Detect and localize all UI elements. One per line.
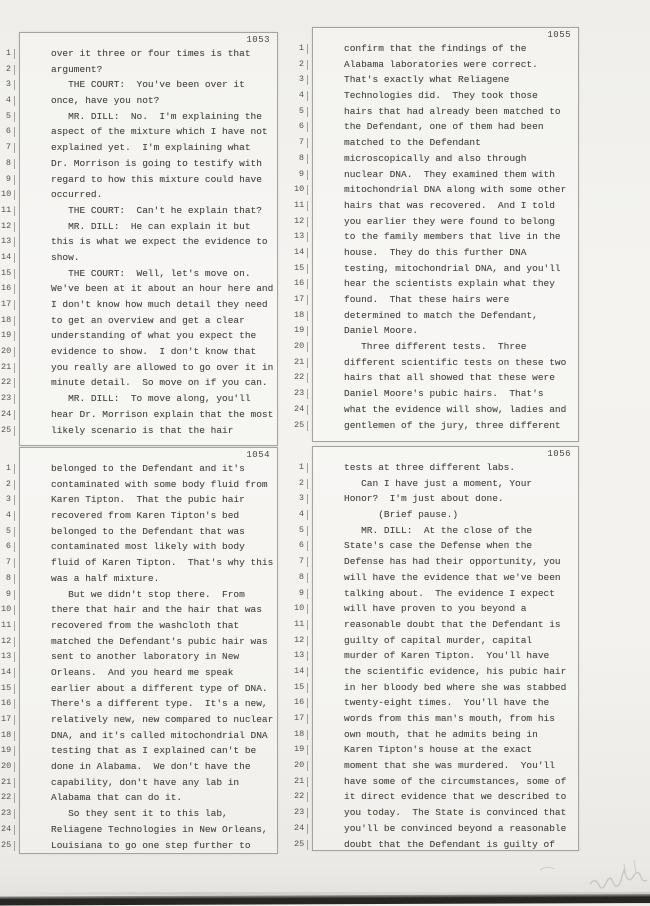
line-number: 5 (294, 104, 308, 120)
transcript-line: done in Alabama. We don't have the (51, 761, 251, 773)
line-number: 17 (1, 712, 15, 728)
transcript-line: was a half mixture. (51, 572, 160, 584)
transcript-line: belonged to the Defendant and it's (51, 463, 245, 474)
transcript-line: Three different tests. Three (344, 341, 527, 353)
transcript-page-1054 (1, 447, 278, 854)
line-number: 14 (1, 250, 15, 266)
transcript-text (20, 33, 277, 438)
line-number: 18 (1, 313, 15, 329)
transcript-line: MR. DILL: At the close of the (344, 524, 533, 536)
line-number: 19 (294, 323, 308, 339)
line-number: 11 (1, 618, 15, 634)
transcript-line: microscopically and also through (344, 152, 527, 164)
line-number: 8 (1, 156, 15, 172)
transcript-line: determined to match the Defendant, (344, 309, 538, 321)
line-number: 5 (294, 523, 308, 539)
page-box (312, 27, 579, 442)
transcript-line: contaminated with some body fluid from (51, 478, 268, 490)
transcript-line: regard to how this mixture could have (51, 173, 262, 185)
line-number: 19 (1, 743, 15, 759)
transcript-line: twenty-eight times. You'll have the (344, 697, 550, 709)
line-number: 2 (294, 476, 308, 492)
transcript-page-1056 (294, 446, 579, 851)
transcript-line: Louisiana to go one step further to (51, 839, 251, 851)
transcript-line: Honor? I'm just about done. (344, 493, 504, 505)
transcript-line: THE COURT: Well, let's move on. (51, 267, 251, 279)
line-number: 12 (294, 633, 308, 649)
line-number: 21 (294, 774, 308, 790)
transcript-line: what the evidence will show, ladies and (344, 403, 567, 415)
line-number: 10 (1, 602, 15, 618)
line-number: 8 (294, 151, 308, 167)
transcript-line: the scientific evidence, his pubic hair (344, 665, 567, 677)
transcript-line: We've been at it about an hour here and (51, 283, 274, 295)
transcript-line: belonged to the Defendant that was (51, 525, 245, 537)
transcript-line: DNA, and it's called mitochondrial DNA (51, 729, 268, 741)
transcript-line: understanding of what you expect the (51, 330, 257, 342)
line-number: 2 (1, 62, 15, 78)
transcript-line: (Brief pause.) (344, 509, 459, 521)
transcript-line: words from this man's mouth, from his (344, 713, 555, 724)
transcript-line: nuclear DNA. They examined them with (344, 168, 555, 180)
transcript-line: hear Dr. Morrison explain that the most (51, 408, 274, 420)
line-number: 3 (1, 492, 15, 508)
line-number: 22 (1, 375, 15, 391)
line-number-column (294, 27, 308, 442)
line-number: 20 (1, 344, 15, 360)
transcript-line: Can I have just a moment, Your (344, 477, 533, 489)
transcript-line: talking about. The evidence I expect (344, 587, 555, 599)
transcript-line: occurred. (51, 189, 103, 201)
transcript-line: you today. The State is convinced that (344, 807, 567, 819)
line-number: 1 (294, 41, 308, 57)
line-number: 19 (294, 742, 308, 758)
transcript-line: show. (51, 251, 80, 263)
line-number: 25 (1, 838, 15, 854)
line-number: 15 (294, 680, 308, 696)
line-number: 5 (1, 524, 15, 540)
line-number: 11 (294, 198, 308, 214)
line-number: 12 (1, 634, 15, 650)
transcript-line: minute detail. So move on if you can. (51, 377, 268, 389)
line-number: 9 (1, 587, 15, 603)
line-number: 21 (1, 360, 15, 376)
line-number: 13 (294, 229, 308, 245)
line-number: 7 (294, 554, 308, 570)
transcript-line: this is what we expect the evidence to (51, 236, 268, 248)
line-number: 4 (294, 88, 308, 104)
page-number: 1054 (246, 450, 270, 460)
transcript-line: State's case the Defense when the (344, 540, 533, 552)
line-number: 16 (1, 281, 15, 297)
transcript-line: gentlemen of the jury, three different (344, 419, 561, 431)
line-number: 3 (294, 491, 308, 507)
transcript-line: aspect of the mixture which I have not (51, 126, 268, 138)
line-number: 21 (1, 775, 15, 791)
transcript-line: But we didn't stop there. From (51, 588, 245, 600)
transcript-line: MR. DILL: He can explain it but (51, 220, 251, 232)
transcript-text (313, 28, 578, 433)
line-number: 21 (294, 355, 308, 371)
line-number: 16 (294, 695, 308, 711)
line-number: 5 (1, 109, 15, 125)
transcript-line: Dr. Morrison is going to testify with (51, 157, 262, 169)
line-number: 17 (294, 292, 308, 308)
transcript-line: there that hair and the hair that was (51, 604, 262, 616)
line-number: 24 (1, 407, 15, 423)
line-number: 22 (294, 370, 308, 386)
line-number: 14 (294, 664, 308, 680)
line-number-column (294, 446, 308, 851)
line-number: 2 (1, 477, 15, 493)
line-number: 9 (294, 167, 308, 183)
line-number: 17 (294, 711, 308, 727)
transcript-line: hairs that had already been matched to (344, 105, 561, 117)
transcript-line: sent to another laboratory in New (51, 651, 240, 663)
line-number: 9 (1, 172, 15, 188)
line-number: 4 (1, 93, 15, 109)
line-number: 20 (294, 339, 308, 355)
transcript-line: reasonable doubt that the Defendant is (344, 618, 561, 630)
transcript-line: testing, mitochondrial DNA, and you'll (344, 262, 561, 274)
line-number: 16 (1, 696, 15, 712)
transcript-line: fluid of Karen Tipton. That's why this (51, 557, 274, 569)
transcript-line: have some of the circumstances, some of (344, 775, 567, 787)
line-number: 6 (1, 539, 15, 555)
transcript-line: earlier about a different type of DNA. (51, 682, 268, 694)
line-number: 13 (1, 649, 15, 665)
transcript-line: That's exactly what Reliagene (344, 74, 510, 86)
page-number: 1055 (547, 30, 571, 40)
transcript-line: you'll be convinced beyond a reasonable (344, 822, 567, 834)
line-number: 4 (294, 507, 308, 523)
transcript-line: you earlier they were found to belong (344, 215, 555, 227)
line-number: 3 (1, 77, 15, 93)
line-number: 13 (294, 648, 308, 664)
transcript-line: over it three or four times is that (51, 48, 251, 59)
transcript-line: Defense has had their opportunity, you (344, 556, 561, 568)
line-number: 19 (1, 328, 15, 344)
transcript-line: Technologies did. They took those (344, 90, 538, 102)
line-number: 11 (294, 617, 308, 633)
line-number: 20 (1, 759, 15, 775)
line-number: 7 (1, 555, 15, 571)
transcript-line: Alabama that can do it. (51, 792, 183, 804)
transcript-line: evidence to show. I don't know that (51, 346, 257, 358)
transcript-line: Alabama laboratories were correct. (344, 58, 538, 70)
transcript-line: it direct evidence that we described to (344, 791, 567, 803)
page-number: 1056 (547, 449, 571, 459)
line-number: 18 (1, 728, 15, 744)
transcript-line: So they sent it to this lab, (51, 808, 228, 820)
transcript-line: will have the evidence that we've been (344, 571, 561, 583)
line-number: 25 (1, 423, 15, 439)
transcript-line: house. They do this further DNA (344, 246, 527, 258)
line-number: 25 (294, 418, 308, 434)
transcript-line: doubt that the Defendant is guilty of (344, 838, 555, 850)
transcript-line: recovered from Karen Tipton's bed (51, 510, 240, 522)
page-box (312, 446, 579, 851)
line-number: 6 (1, 124, 15, 140)
transcript-line: hairs that all showed that these were (344, 372, 555, 384)
transcript-line: recovered from the washcloth that (51, 619, 240, 631)
line-number: 25 (294, 837, 308, 853)
transcript-line: I don't know how much detail they need (51, 299, 268, 310)
transcript-line: mitochondrial DNA along with some other (344, 184, 567, 196)
line-number: 3 (294, 72, 308, 88)
transcript-line: contaminated most likely with body (51, 541, 245, 553)
transcript-line: Reliagene Technologies in New Orleans, (51, 823, 268, 835)
transcript-line: you really are allowed to go over it in (51, 361, 274, 373)
line-number: 7 (294, 135, 308, 151)
transcript-line: in her bloody bed where she was stabbed (344, 681, 567, 693)
transcript-line: will have proven to you beyond a (344, 603, 527, 615)
transcript-line: matched the Defendant's pubic hair was (51, 635, 268, 647)
line-number: 8 (1, 571, 15, 587)
line-number: 18 (294, 308, 308, 324)
line-number: 22 (1, 790, 15, 806)
line-number: 10 (294, 182, 308, 198)
transcript-line: tests at three different labs. (344, 462, 516, 473)
transcript-line: argument? (51, 63, 103, 75)
transcript-line: MR. DILL: To move along, you'll (51, 393, 251, 405)
line-number: 15 (1, 681, 15, 697)
transcript-page-1055 (294, 27, 579, 442)
page-box (19, 447, 278, 854)
transcript-page-1053 (1, 32, 278, 446)
line-number: 24 (294, 402, 308, 418)
transcript-line: different scientific tests on these two (344, 356, 567, 368)
line-number: 12 (294, 214, 308, 230)
line-number: 23 (1, 806, 15, 822)
transcript-text (20, 448, 277, 853)
transcript-line: testing that as I explained can't be (51, 745, 257, 757)
line-number: 23 (294, 386, 308, 402)
line-number: 6 (294, 538, 308, 554)
transcript-line: guilty of capital murder, capital (344, 634, 533, 646)
transcript-text (313, 447, 578, 852)
transcript-line: relatively new, new compared to nuclear (51, 714, 274, 725)
transcript-line: explained yet. I'm explaining what (51, 142, 251, 154)
line-number: 18 (294, 727, 308, 743)
line-number: 22 (294, 789, 308, 805)
line-number: 6 (294, 119, 308, 135)
transcript-line: once, have you not? (51, 95, 160, 107)
transcript-line: Karen Tipton. That the pubic hair (51, 494, 245, 506)
line-number: 9 (294, 586, 308, 602)
page-box (19, 32, 278, 446)
line-number: 10 (294, 601, 308, 617)
transcript-line: Karen Tipton's house at the exact (344, 744, 533, 756)
line-number: 15 (294, 261, 308, 277)
transcript-line: to get an overview and get a clear (51, 314, 245, 326)
pencil-scribble-mark (538, 854, 648, 894)
transcript-line: hear the scientists explain what they (344, 278, 555, 290)
page-number: 1053 (246, 35, 270, 45)
line-number-column (1, 32, 15, 446)
line-number: 23 (294, 805, 308, 821)
line-number: 23 (1, 391, 15, 407)
transcript-line: to the family members that live in the (344, 231, 561, 243)
line-number: 10 (1, 187, 15, 203)
transcript-line: Daniel Moore. (344, 325, 419, 337)
line-number: 14 (1, 665, 15, 681)
transcript-line: matched to the Defendant (344, 137, 481, 149)
line-number: 20 (294, 758, 308, 774)
transcript-line: Orleans. And you heard me speak (51, 666, 234, 678)
transcript-line: THE COURT: Can't he explain that? (51, 204, 262, 216)
transcript-line: own mouth, that he admits being in (344, 728, 538, 740)
line-number: 16 (294, 276, 308, 292)
transcript-line: There's a different type. It's a new, (51, 698, 268, 710)
transcript-line: murder of Karen Tipton. You'll have (344, 650, 550, 662)
line-number-column (1, 447, 15, 854)
line-number: 14 (294, 245, 308, 261)
line-number: 7 (1, 140, 15, 156)
line-number: 1 (1, 46, 15, 62)
transcript-line: moment that she was murdered. You'll (344, 760, 555, 772)
transcript-line: hairs that was recovered. And I told (344, 199, 555, 211)
line-number: 11 (1, 203, 15, 219)
line-number: 8 (294, 570, 308, 586)
line-number: 24 (294, 821, 308, 837)
transcript-line: MR. DILL: No. I'm explaining the (51, 110, 262, 122)
transcript-line: confirm that the findings of the (344, 43, 527, 54)
line-number: 15 (1, 266, 15, 282)
transcript-line: capability, don't have any lab in (51, 776, 240, 788)
transcript-line: the Defendant, one of them had been (344, 121, 544, 133)
transcript-line: Daniel Moore's pubic hairs. That's (344, 388, 544, 400)
line-number: 1 (294, 460, 308, 476)
transcript-line: THE COURT: You've been over it (51, 79, 245, 91)
transcript-line: likely scenario is that the hair (51, 424, 234, 436)
line-number: 12 (1, 219, 15, 235)
line-number: 17 (1, 297, 15, 313)
transcript-line: found. That these hairs were (344, 294, 510, 305)
line-number: 1 (1, 461, 15, 477)
line-number: 24 (1, 822, 15, 838)
line-number: 2 (294, 57, 308, 73)
line-number: 4 (1, 508, 15, 524)
line-number: 13 (1, 234, 15, 250)
